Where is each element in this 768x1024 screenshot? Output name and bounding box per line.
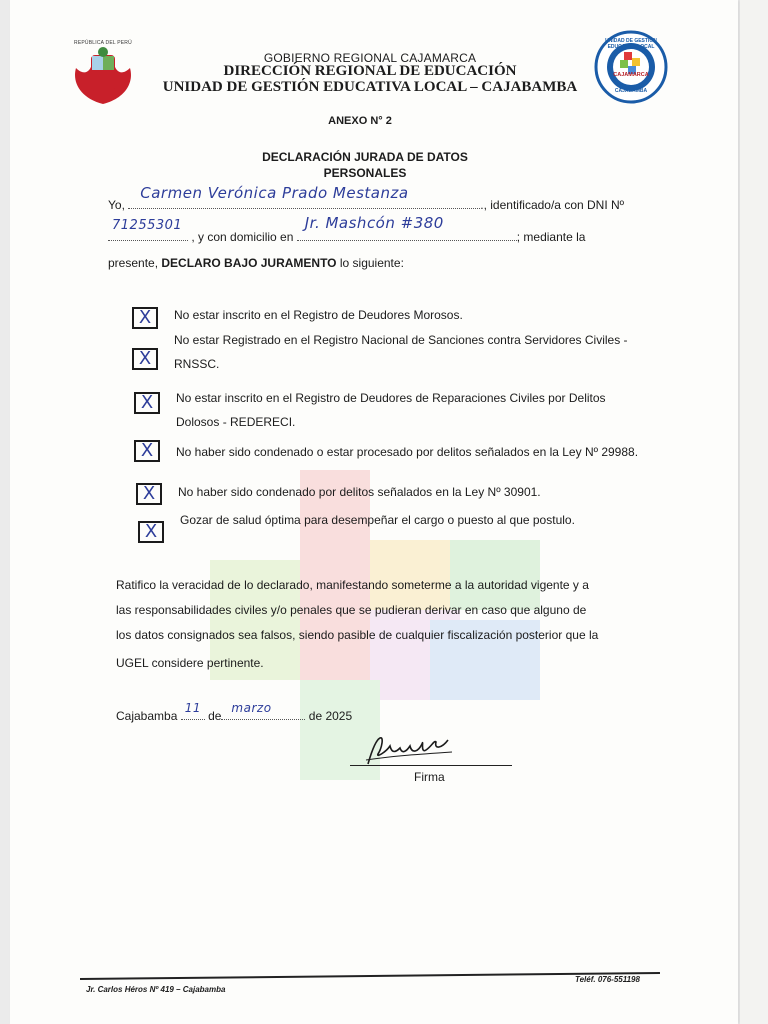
- footer-phone: Teléf. 076-551198: [575, 975, 640, 984]
- checkmark: X: [140, 440, 154, 461]
- seal-bottom-text: CAJABAMBA: [614, 88, 648, 94]
- checkbox-item-3[interactable]: [134, 392, 160, 414]
- date-year: de 2025: [308, 709, 353, 723]
- checkbox-item-1[interactable]: [132, 307, 158, 329]
- statement-line1: [108, 184, 625, 212]
- dni-field: [108, 218, 188, 241]
- checkbox-item-5[interactable]: [136, 483, 162, 505]
- month-field: [221, 701, 305, 720]
- statement-prefix: Yo,: [108, 198, 125, 212]
- document-page: [10, 0, 738, 1024]
- item-3: [176, 386, 606, 434]
- ratify-line3: los datos consignados sea falsos, siendo pasible de cualquier fiscalización posterior que la: [116, 628, 599, 642]
- statement-dni-label: ., identificado/a con DNI Nº: [480, 198, 625, 212]
- date-day: 11: [184, 701, 201, 715]
- checkmark: X: [142, 483, 156, 504]
- signature-label: Firma: [414, 770, 445, 784]
- item-1: [174, 303, 463, 327]
- checkmark: X: [144, 521, 158, 542]
- name-field: [128, 184, 480, 209]
- item-2-text-cont: RNSSC.: [174, 357, 220, 371]
- date-line: [116, 701, 353, 723]
- statement-line2: [108, 214, 586, 244]
- seal-mid-text: CAJAMARCA: [613, 72, 649, 78]
- statement-address-label: , y con domicilio en: [191, 230, 294, 244]
- item-3-text-cont: Dolosos - REDERECI.: [176, 415, 296, 429]
- item-5-text: No haber sido condenado por delitos señalados en la Ley Nº 30901.: [178, 485, 541, 499]
- statement-closing: ; mediante la: [516, 230, 586, 244]
- footer-address: Jr. Carlos Héros Nº 419 – Cajabamba: [86, 985, 226, 994]
- address-field: [297, 214, 517, 241]
- checkmark: X: [140, 392, 154, 413]
- checkmark: X: [138, 348, 152, 369]
- page-edge: [740, 0, 768, 1024]
- seal-top-text: UNIDAD DE GESTIÓN EDUCATIVA LOCAL: [605, 38, 657, 50]
- checkbox-item-4[interactable]: [134, 440, 160, 462]
- peru-coat-of-arms-icon: [70, 42, 136, 108]
- item-3-text: No estar inscrito en el Registro de Deudores de Reparaciones Civiles por Delitos: [176, 391, 606, 405]
- document-title-line2: PERSONALES: [323, 166, 407, 180]
- signature-scribble-icon: [362, 730, 458, 770]
- checkmark: X: [138, 307, 152, 328]
- date-city: Cajabamba: [116, 709, 178, 723]
- item-2: [174, 328, 628, 376]
- document-title: DECLARACIÓN JURADA DE DATOS: [262, 150, 468, 164]
- statement-oath: DECLARO BAJO JURAMENTO: [161, 256, 337, 270]
- ratify-line4: UGEL considere pertinente.: [116, 656, 264, 670]
- statement-line3: [108, 256, 404, 270]
- day-field: [181, 701, 205, 720]
- declarant-dni: 71255301: [112, 218, 183, 233]
- item-1-text: No estar inscrito en el Registro de Deudores Morosos.: [174, 308, 463, 322]
- ratify-line2: las responsabilidades civiles y/o penales que se pudieran derivar en caso que alguno de: [116, 603, 587, 617]
- annex-number: ANEXO N° 2: [328, 115, 392, 127]
- header-unit: UNIDAD DE GESTIÓN EDUCATIVA LOCAL – CAJABAMBA: [162, 79, 578, 95]
- item-4: [176, 440, 638, 464]
- item-4-text: No haber sido condenado o estar procesado por delitos señalados en la Ley Nº 29988.: [176, 445, 639, 459]
- header-government: GOBIERNO REGIONAL CAJAMARCA: [263, 51, 477, 65]
- ratify-line1: Ratifico la veracidad de lo declarado, manifestando someterme a la autoridad vigente y a: [116, 578, 589, 592]
- crest-label: REPÚBLICA DEL PERÚ: [74, 40, 132, 46]
- checkbox-item-6[interactable]: [138, 521, 164, 543]
- item-6: [180, 508, 575, 532]
- item-2-text: No estar Registrado en el Registro Nacional de Sanciones contra Servidores Civiles -: [174, 333, 628, 347]
- date-month: marzo: [231, 701, 272, 715]
- declarant-address: Jr. Mashcón #380: [304, 214, 444, 232]
- checkbox-item-2[interactable]: [132, 348, 158, 370]
- declarant-name: Carmen Verónica Prado Mestanza: [140, 184, 409, 202]
- date-de1: de: [208, 709, 222, 723]
- footer-divider: [80, 972, 660, 980]
- header-direction: DIRECCIÓN REGIONAL DE EDUCACIÓN: [223, 63, 517, 79]
- item-5: [178, 480, 541, 504]
- item-6-text: Gozar de salud óptima para desempeñar el cargo o puesto al que postulo.: [180, 513, 575, 527]
- statement-following: lo siguiente:: [339, 256, 404, 270]
- signature-line: [350, 765, 512, 766]
- statement-presente: presente,: [108, 256, 159, 270]
